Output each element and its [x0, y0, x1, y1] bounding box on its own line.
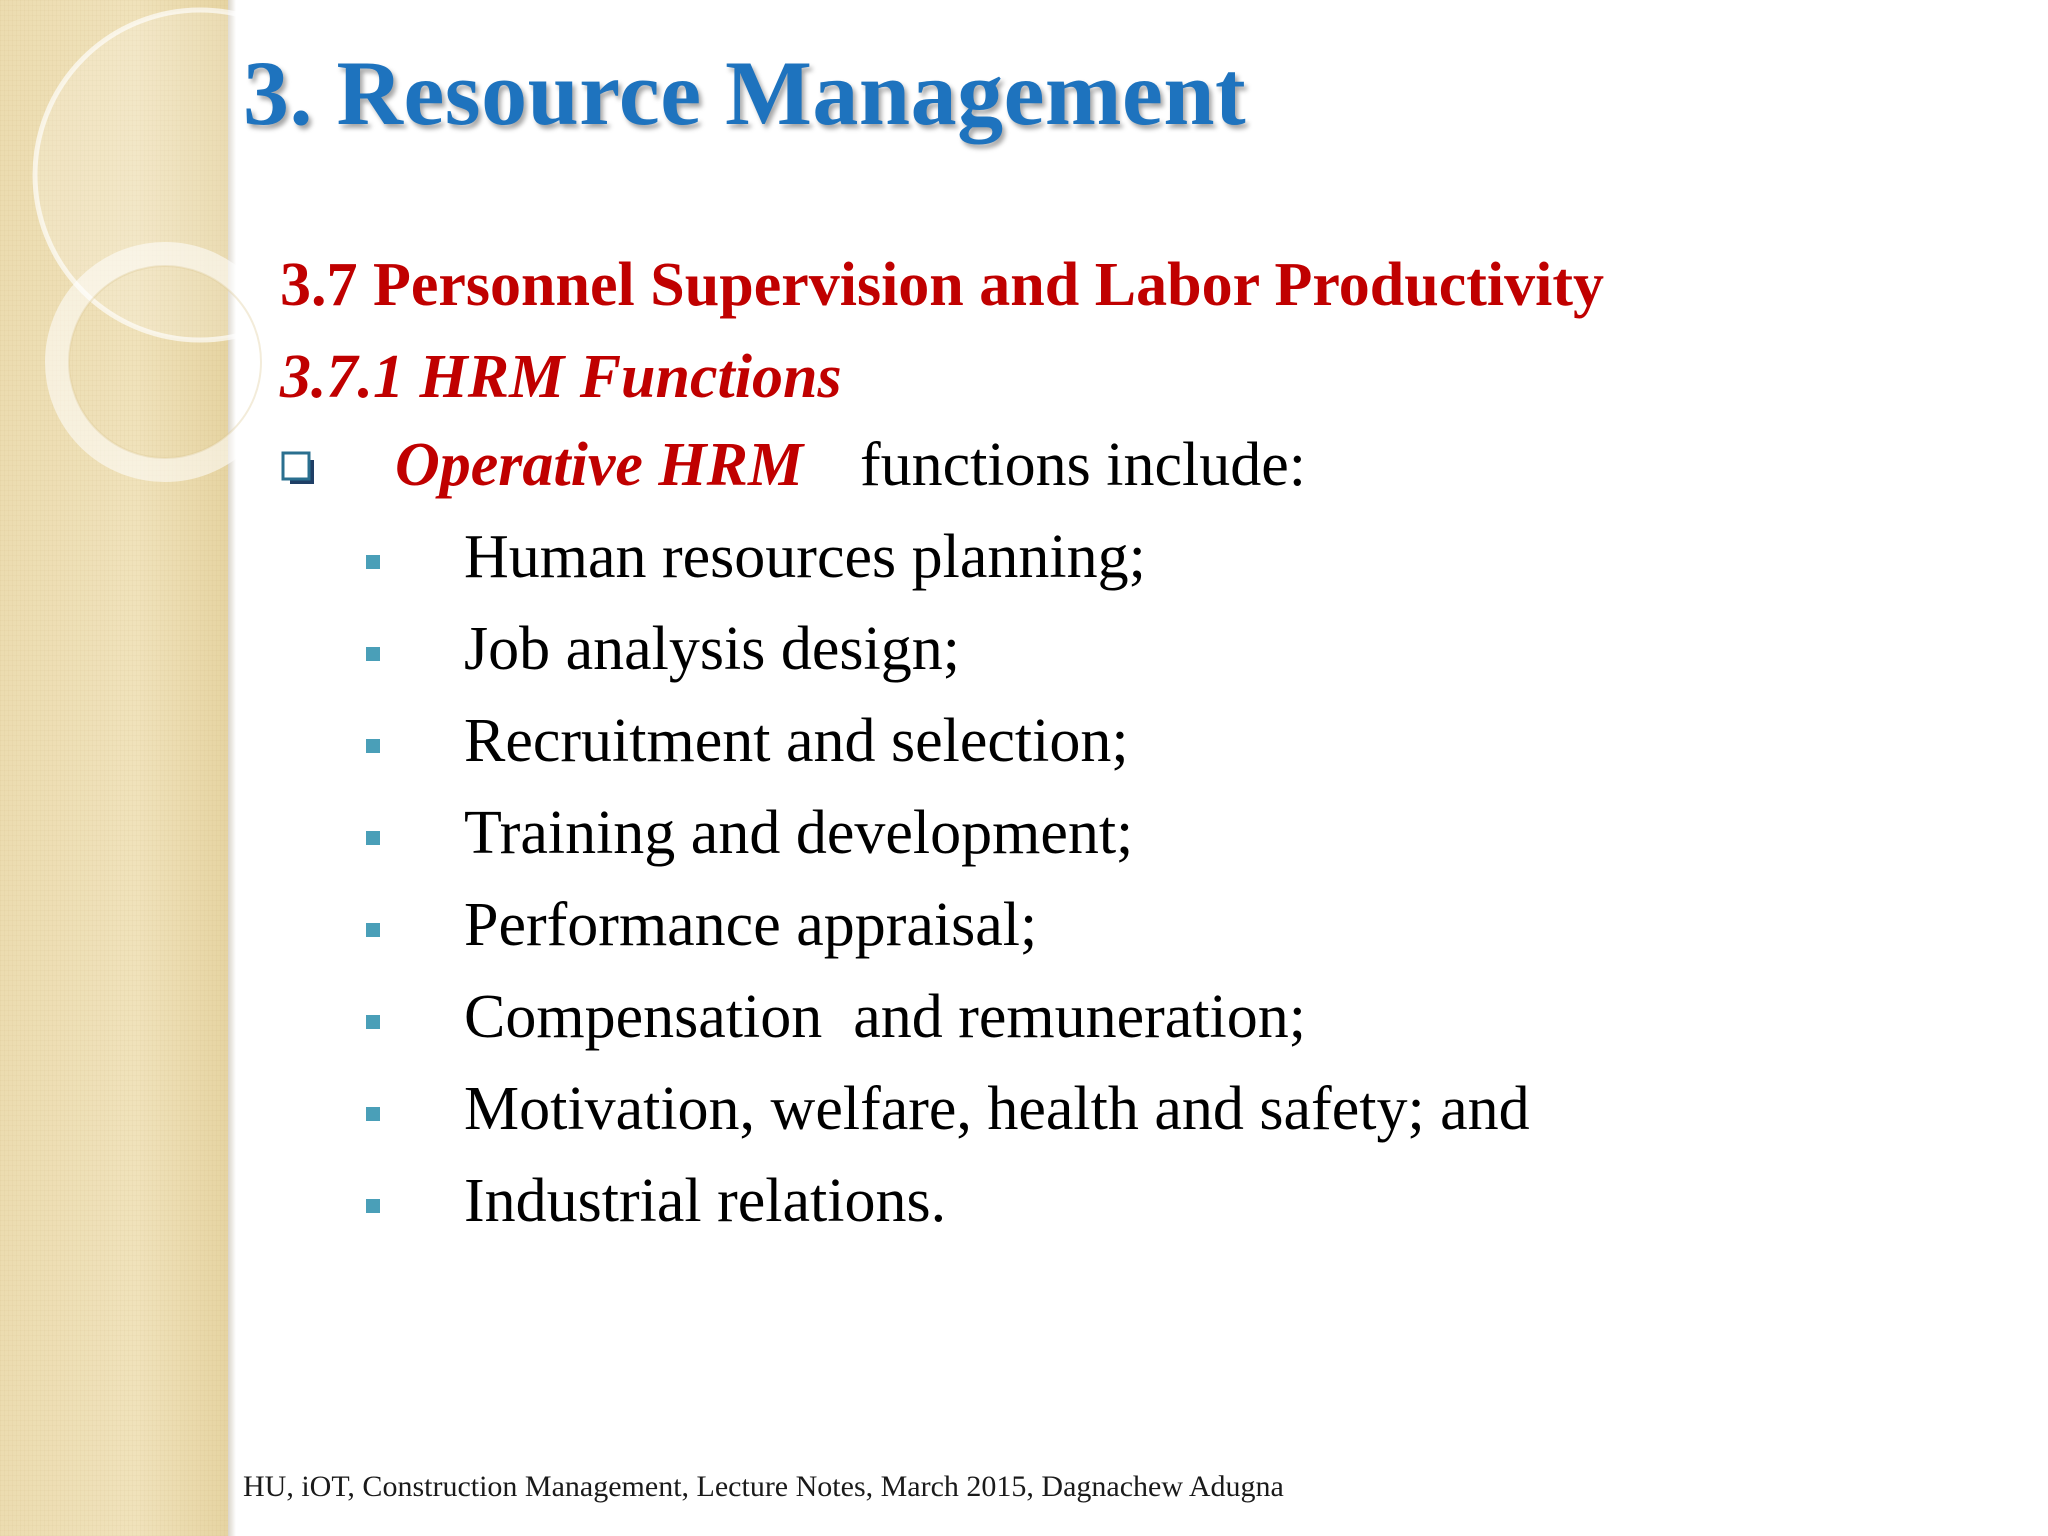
main-bullet-emphasis: Operative HRM: [395, 431, 804, 499]
square-bullet-icon: [366, 555, 380, 569]
checkbox-bullet-icon: [280, 450, 316, 486]
square-bullet-icon: [366, 1199, 380, 1213]
square-bullet-icon: [366, 923, 380, 937]
list-item: [366, 1166, 947, 1450]
square-bullet-icon: [366, 647, 380, 661]
square-bullet-icon: [366, 739, 380, 753]
subsection-heading: 3.7 Personnel Supervision and Labor Productivity: [280, 251, 1604, 319]
slide-title: 3. Resource Management: [243, 42, 1247, 144]
list-item-text: Motivation, welfare, health and safety; and: [464, 1075, 1530, 1143]
list-item-text: Recruitment and selection;: [464, 707, 1129, 775]
list-item-text: Compensation and remuneration;: [464, 983, 1306, 1051]
list-item-text: Job analysis design;: [464, 615, 960, 683]
list-item-text: Training and development;: [464, 799, 1134, 867]
subsubsection-heading: 3.7.1 HRM Functions: [280, 343, 842, 411]
square-bullet-icon: [366, 1107, 380, 1121]
main-bullet-text: functions include:: [860, 431, 1306, 499]
list-item-text: Industrial relations.: [464, 1167, 947, 1235]
list-item-text: Performance appraisal;: [464, 891, 1038, 959]
slide-footer: HU, iOT, Construction Management, Lecture Notes, March 2015, Dagnachew Adugna: [243, 1470, 1284, 1503]
list-item-text: Human resources planning;: [464, 523, 1146, 591]
square-bullet-icon: [366, 1015, 380, 1029]
square-bullet-icon: [366, 831, 380, 845]
